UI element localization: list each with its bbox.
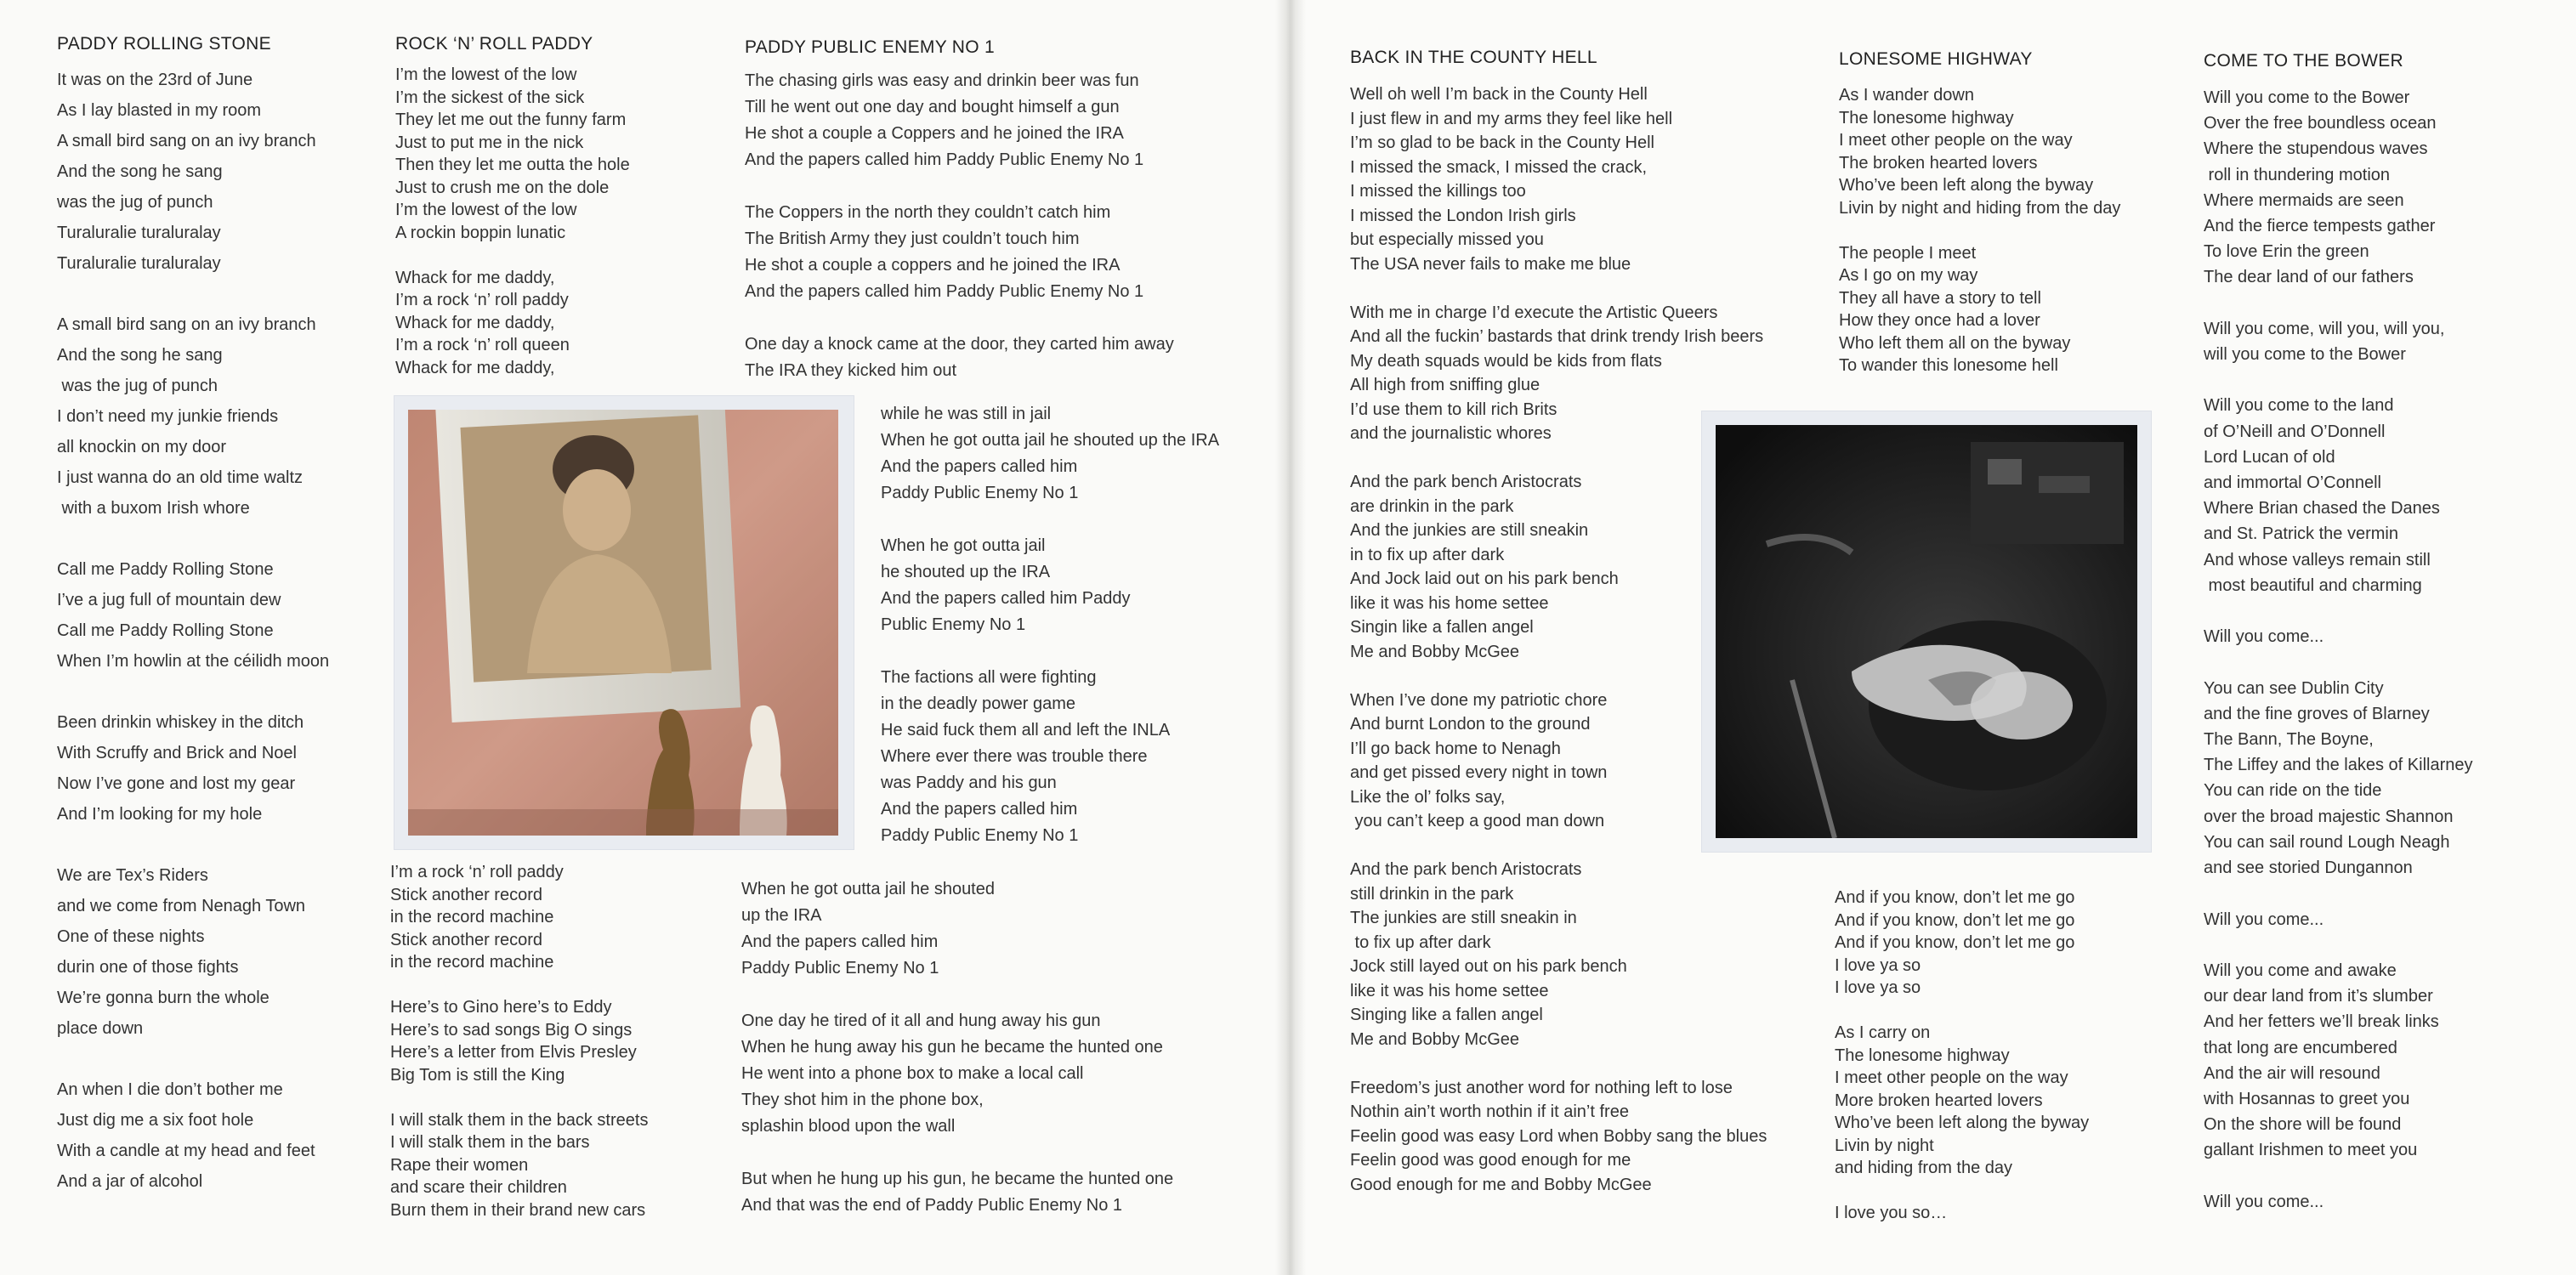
song-lyrics-bottom: And if you know, don’t let me go And if you know, don’t let me go And if you know, don’t let me go I love ya so I love ya so As I carry on The lonesome highway I meet other people on the way More broken hearted lovers Who’ve been left along the byway Livin by night and hiding from the day I love you so…: [1835, 888, 2090, 1222]
page-gutter: [1275, 0, 1306, 1275]
song-title: PADDY PUBLIC ENEMY NO 1: [745, 37, 995, 57]
song-lyrics-indented: while he was still in jail When he got outta jail he shouted up the IRA And the papers called him Paddy Public Enemy No 1 When he got outta jail he shouted up the IRA And the papers called him Paddy Public Enemy No 1 The factions all were fighting in the deadly power game He said fuck them all and left the INLA Where ever there was trouble there was Paddy and his gun And the papers called him Paddy Public Enemy No 1: [881, 405, 1220, 845]
song-title: ROCK ‘N’ ROLL PADDY: [395, 34, 593, 54]
song-lonesome-highway: [1839, 49, 2120, 377]
song-title: LONESOME HIGHWAY: [1839, 49, 2033, 69]
song-paddy-public-enemy: [745, 37, 1174, 384]
song-paddy-rolling-stone: [57, 34, 329, 1197]
song-lonesome-highway-continued: [1835, 887, 2089, 1225]
song-paddy-public-enemy-continued: [741, 876, 1173, 1219]
song-rock-n-roll-paddy-continued: [390, 861, 648, 1221]
photo-accordion: [1701, 411, 2152, 853]
song-lyrics: Will you come to the Bower Over the free boundless ocean Where the stupendous waves roll in thundering motion Where mermaids are seen And the fierce tempests gather To love Erin the green The dear land of our fathers Will you come, will you, will you, will you come to the Bower Will you come to the land of O’Neill and O’Donnell Lord Lucan of old and immortal O’Connell Where Brian chased the Danes and St. Patrick the vermin And whose valleys remain still most beautiful and charming Will you come... You can see Dublin City and the fine groves of Blarney The Bann, The Boyne, The Liffey and the lakes of Killarney You can ride on the tide over the broad majestic Shannon You can sail round Lough Neagh and see storied Dungannon Will you come... Will you come and awake our dear land from it’s slumber And her fetters we’ll break links that long are encumbered And the air will resound with Hosannas to greet you On the shore will be found gallant Irishmen to meet you Will you come...: [2204, 88, 2473, 1211]
song-lyrics-top: As I wander down The lonesome highway I meet other people on the way The broken hearted lovers Who’ve been left along the byway Livin by night and hiding from the day The people I meet As I go on my way They all have a story to tell How they once had a lover Who left them all on the byway To wander this lonesome hell: [1839, 86, 2121, 375]
song-paddy-public-enemy-indented: [881, 401, 1219, 849]
song-title: COME TO THE BOWER: [2204, 51, 2403, 71]
song-title: BACK IN THE COUNTY HELL: [1350, 48, 1597, 67]
song-lyrics: It was on the 23rd of June As I lay blasted in my room A small bird sang on an ivy branch And the song he sang was the jug of punch Turaluralie turaluralay Turaluralie turaluralay A small bird sang on an ivy branch And the song he sang was the jug of punch I don’t need my junkie friends all knockin on my door I just wanna do an old time waltz with a buxom Irish whore Call me Paddy Rolling Stone I’ve a jug full of mountain dew Call me Paddy Rolling Stone When I’m howlin at the céilidh moon Been drinkin whiskey in the ditch With Scruffy and Brick and Noel Now I’ve gone and lost my gear And I’m looking for my hole We are Tex’s Riders and we come from Nenagh Town One of these nights durin one of those fights We’re gonna burn the whole place down An when I die don’t bother me Just dig me a six foot hole With a candle at my head and feet And a jar of alcohol: [57, 71, 330, 1191]
accordion-image: [1716, 425, 2137, 838]
song-lyrics: Well oh well I’m back in the County Hell I just flew in and my arms they feel like hell I’m so glad to be back in the County Hell I missed the smack, I missed the crack, I missed the killings too I missed the London Irish girls but especially missed you The USA never fails to make me blue With me in charge I’d execute the Artistic Queers And all the fuckin’ bastards that drink trendy Irish beers My death squads would be kids from flats All high from sniffing glue I’d use them to kill rich Brits and the journalistic whores And the park bench Aristocrats are drinkin in the park And the junkies are still sneakin in to fix up after dark And Jock laid out on his park bench like it was his home settee Singin like a fallen angel Me and Bobby McGee When I’ve done my patriotic chore And burnt London to the ground I’ll go back home to Nenagh and get pissed every night in town Like the ol’ folks say, you can’t keep a good man down And the park bench Aristocrats still drinkin in the park The junkies are still sneakin in to fix up after dark Jock still layed out on his park bench like it was his home settee Singing like a fallen angel Me and Bobby McGee Freedom’s just another word for nothing left to lose Nothin ain’t worth nothin if it ain’t free Feelin good was easy Lord when Bobby sang the blues Feelin good was good enough for me Good enough for me and Bobby McGee: [1350, 85, 1767, 1194]
portrait-image: [408, 410, 838, 836]
song-come-to-the-bower: [2204, 51, 2472, 1215]
song-title: PADDY ROLLING STONE: [57, 34, 271, 54]
song-lyrics-bottom: When he got outta jail he shouted up the IRA And the papers called him Paddy Public Enemy No 1 One day he tired of it all and hung away his gun When he hung away his gun he became the hunted one He went into a phone box to make a local call They shot him in the phone box, splashin blood upon the wall But when he hung up his gun, he became the hunted one And that was the end of Paddy Public Enemy No 1: [741, 880, 1174, 1215]
song-lyrics-top: I’m the lowest of the low I’m the sickest of the sick They let me out the funny farm Just to put me in the nick Then they let me outta the hole Just to crush me on the dole I’m the lowest of the low A rockin boppin lunatic Whack for me daddy, I’m a rock ‘n’ roll paddy Whack for me daddy, I’m a rock ‘n’ roll queen Whack for me daddy,: [395, 65, 630, 377]
song-lyrics-bottom: I’m a rock ‘n’ roll paddy Stick another record in the record machine Stick another record in the record machine Here’s to Gino here’s to Eddy Here’s to sad songs Big O sings Here’s a letter from Elvis Presley Big Tom is still the King I will stalk them in the back streets I will stalk them in the bars Rape their women and scare their children Burn them in their brand new cars: [390, 863, 649, 1220]
photo-framed-portrait: [394, 395, 854, 850]
song-lyrics-top: The chasing girls was easy and drinkin beer was fun Till he went out one day and bought himself a gun He shot a couple a Coppers and he joined the IRA And the papers called him Paddy Public Enemy No 1 The Coppers in the north they couldn’t catch him The British Army they just couldn’t touch him He shot a couple a coppers and he joined the IRA And the papers called him Paddy Public Enemy No 1 One day a knock came at the door, they carted him away The IRA they kicked him out: [745, 71, 1174, 380]
song-rock-n-roll-paddy: [395, 34, 630, 379]
